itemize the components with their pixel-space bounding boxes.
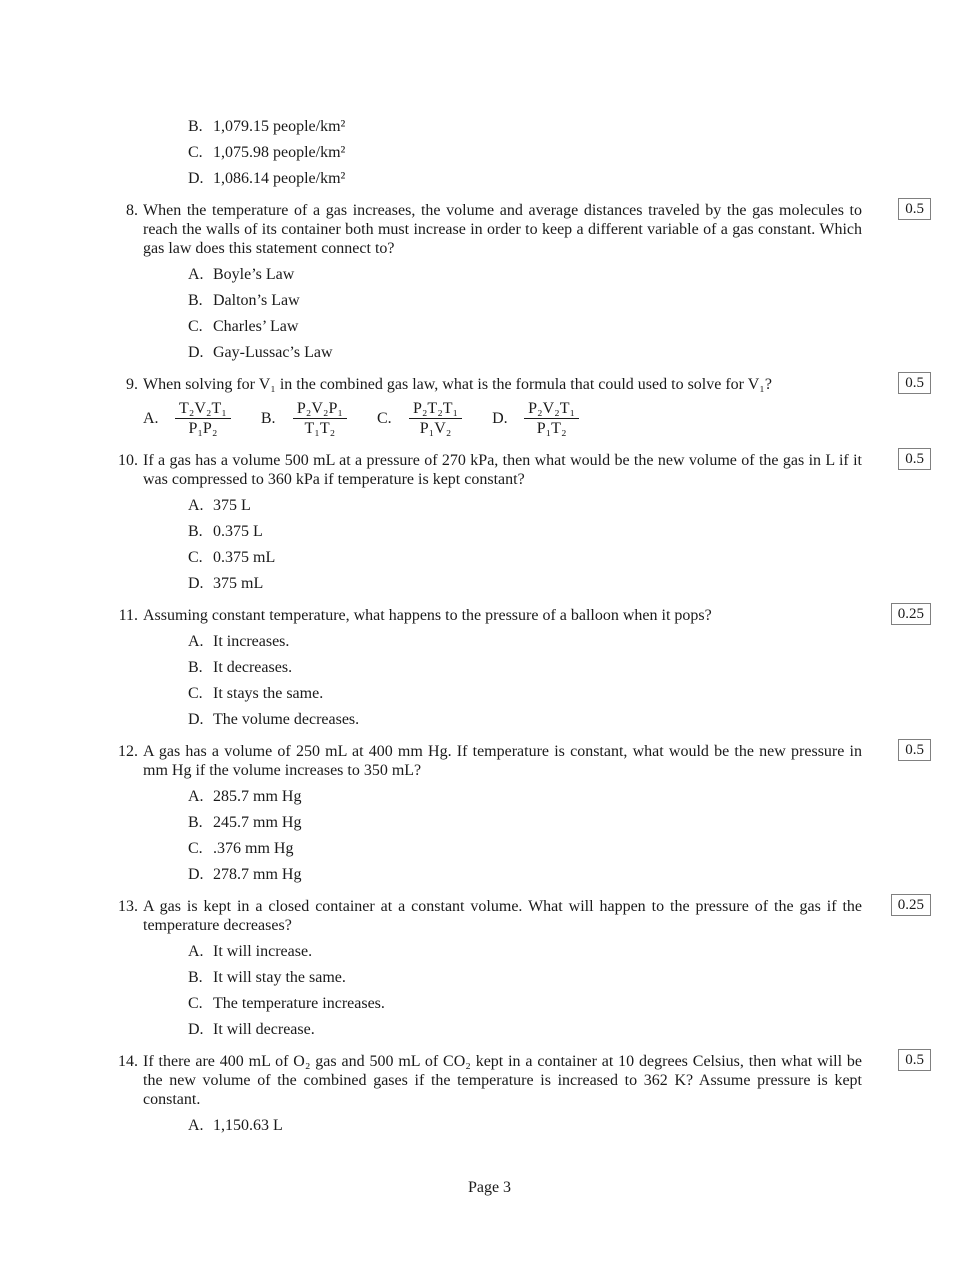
option-label: D. bbox=[188, 711, 204, 728]
fraction-options-row bbox=[143, 400, 862, 438]
option-label: A. bbox=[188, 497, 204, 514]
answer-option bbox=[143, 684, 862, 703]
question-body bbox=[143, 742, 862, 884]
answer-option bbox=[143, 865, 862, 884]
option-text: .376 mm Hg bbox=[213, 840, 294, 857]
answer-option bbox=[143, 317, 862, 336]
question-text: A gas has a volume of 250 mL at 400 mm Hg. If temperature is constant, what would be the new pressure in mm Hg if the volume increases to 350 mL? bbox=[143, 743, 862, 779]
option-label: D. bbox=[188, 344, 204, 361]
fraction-denominator: P₁P₂ bbox=[175, 418, 231, 438]
option-text: 0.375 L bbox=[213, 523, 263, 540]
fraction-numerator: P₂T₂T₁ bbox=[412, 400, 459, 417]
option-text: 1,150.63 L bbox=[213, 1117, 283, 1134]
answer-option bbox=[143, 710, 862, 729]
question-11 bbox=[0, 606, 979, 729]
answer-option bbox=[143, 265, 862, 284]
fraction bbox=[293, 400, 347, 438]
option-text: It will increase. bbox=[213, 943, 313, 960]
question-text: If a gas has a volume 500 mL at a pressure of 270 kPa, then what would be the new volume of the gas in L if it was compressed to 360 kPa if temperature is kept constant? bbox=[143, 452, 862, 488]
answer-option bbox=[143, 548, 862, 567]
answer-option bbox=[143, 522, 862, 541]
option-label: B. bbox=[188, 523, 203, 540]
option-label: A. bbox=[188, 1117, 204, 1134]
question-number: 10. bbox=[118, 452, 138, 469]
answer-option bbox=[143, 400, 231, 438]
question-body bbox=[143, 606, 862, 729]
option-label: A. bbox=[143, 410, 159, 427]
question-body bbox=[143, 897, 862, 1039]
answer-option bbox=[143, 1116, 862, 1135]
answer-option bbox=[143, 994, 862, 1013]
question-text: When solving for V₁ in the combined gas law, what is the formula that could used to solve for V₁? bbox=[143, 376, 772, 393]
option-label: B. bbox=[260, 410, 276, 427]
option-label: B. bbox=[188, 292, 203, 309]
option-text: It decreases. bbox=[213, 659, 293, 676]
option-label: C. bbox=[188, 144, 203, 161]
option-label: D. bbox=[188, 866, 204, 883]
fraction-numerator: T₂V₂T₁ bbox=[179, 400, 227, 417]
question-body bbox=[143, 201, 862, 362]
option-text: 1,075.98 people/km² bbox=[213, 144, 346, 161]
option-text: The volume decreases. bbox=[213, 711, 360, 728]
question-10 bbox=[0, 451, 979, 593]
question-body bbox=[143, 1052, 862, 1135]
option-text: The temperature increases. bbox=[213, 995, 385, 1012]
option-label: C. bbox=[188, 685, 203, 702]
carryover-options bbox=[0, 117, 979, 188]
option-label: B. bbox=[188, 118, 203, 135]
option-label: A. bbox=[188, 633, 204, 650]
marks-box: 0.5 bbox=[898, 739, 931, 761]
answer-option bbox=[143, 632, 862, 651]
option-label: C. bbox=[188, 549, 203, 566]
question-number: 9. bbox=[126, 376, 138, 393]
question-number: 12. bbox=[118, 743, 138, 760]
marks-box: 0.25 bbox=[891, 894, 931, 916]
marks-box: 0.25 bbox=[891, 603, 931, 625]
question-9 bbox=[0, 375, 979, 438]
question-number: 8. bbox=[126, 202, 138, 219]
option-label: B. bbox=[188, 814, 203, 831]
answer-option bbox=[143, 169, 979, 188]
question-text: If there are 400 mL of O₂ gas and 500 mL of CO₂ kept in a container at 10 degrees Celsius, then what will be the new volume of the combined gases if the temperature is increased to 362 K? Assume pressure is kept constant. bbox=[143, 1053, 862, 1108]
option-text: Charles’ Law bbox=[213, 318, 299, 335]
fraction-denominator: P₁V₂ bbox=[409, 418, 462, 438]
option-text: 278.7 mm Hg bbox=[213, 866, 302, 883]
option-label: B. bbox=[188, 969, 203, 986]
answer-option bbox=[143, 496, 862, 515]
question-text: When the temperature of a gas increases, the volume and average distances traveled by the gas molecules to reach the walls of its container both must increase in order to keep a different variable of a gas constant. Which gas law does this statement connect to? bbox=[143, 202, 862, 257]
answer-option bbox=[143, 813, 862, 832]
question-body bbox=[143, 451, 862, 593]
question-14 bbox=[0, 1052, 979, 1135]
answer-option bbox=[143, 143, 979, 162]
option-text: 375 mL bbox=[213, 575, 264, 592]
answer-option bbox=[143, 787, 862, 806]
fraction bbox=[175, 400, 231, 438]
option-text: 1,079.15 people/km² bbox=[213, 118, 346, 135]
answer-option bbox=[143, 117, 979, 136]
answer-option bbox=[143, 968, 862, 987]
option-text: 375 L bbox=[213, 497, 251, 514]
answer-option bbox=[143, 291, 862, 310]
page-content bbox=[0, 117, 979, 1135]
question-body bbox=[143, 375, 862, 438]
option-text: Gay-Lussac’s Law bbox=[213, 344, 333, 361]
option-label: D. bbox=[492, 410, 508, 427]
option-text: It increases. bbox=[213, 633, 290, 650]
fraction-denominator: T₁T₂ bbox=[293, 418, 347, 438]
answer-option bbox=[143, 839, 862, 858]
option-label: D. bbox=[188, 170, 204, 187]
option-label: C. bbox=[188, 840, 203, 857]
fraction-denominator: P₁T₂ bbox=[524, 418, 579, 438]
answer-option bbox=[143, 574, 862, 593]
option-label: A. bbox=[188, 788, 204, 805]
answer-option bbox=[143, 1020, 862, 1039]
option-label: D. bbox=[188, 1021, 204, 1038]
question-number: 14. bbox=[118, 1053, 138, 1070]
fraction-numerator: P₂V₂T₁ bbox=[528, 400, 576, 417]
marks-box: 0.5 bbox=[898, 372, 931, 394]
option-text: It will stay the same. bbox=[213, 969, 346, 986]
answer-option bbox=[143, 942, 862, 961]
answer-option bbox=[143, 658, 862, 677]
option-text: Boyle’s Law bbox=[213, 266, 295, 283]
option-text: 1,086.14 people/km² bbox=[213, 170, 346, 187]
answer-option bbox=[143, 343, 862, 362]
option-label: D. bbox=[188, 575, 204, 592]
answer-option bbox=[492, 400, 579, 438]
question-number: 13. bbox=[118, 898, 138, 915]
page-number: Page 3 bbox=[467, 1179, 512, 1196]
option-label: A. bbox=[188, 943, 204, 960]
answer-option bbox=[261, 400, 347, 438]
answer-option bbox=[377, 400, 462, 438]
option-text: 0.375 mL bbox=[213, 549, 276, 566]
question-12 bbox=[0, 742, 979, 884]
fraction bbox=[524, 400, 579, 438]
question-8 bbox=[0, 201, 979, 362]
question-text: Assuming constant temperature, what happens to the pressure of a balloon when it pops? bbox=[143, 607, 712, 624]
option-label: C. bbox=[188, 318, 203, 335]
option-text: Dalton’s Law bbox=[213, 292, 300, 309]
option-text: It stays the same. bbox=[213, 685, 324, 702]
question-13 bbox=[0, 897, 979, 1039]
option-text: It will decrease. bbox=[213, 1021, 315, 1038]
marks-box: 0.5 bbox=[898, 1049, 931, 1071]
option-label: C. bbox=[188, 995, 203, 1012]
marks-box: 0.5 bbox=[898, 448, 931, 470]
option-label: C. bbox=[376, 410, 392, 427]
option-label: B. bbox=[188, 659, 203, 676]
option-text: 285.7 mm Hg bbox=[213, 788, 302, 805]
option-label: A. bbox=[188, 266, 204, 283]
option-text: 245.7 mm Hg bbox=[213, 814, 302, 831]
fraction bbox=[409, 400, 462, 438]
marks-box: 0.5 bbox=[898, 198, 931, 220]
question-text: A gas is kept in a closed container at a constant volume. What will happen to the pressure of the gas if the temperature decreases? bbox=[143, 898, 862, 934]
fraction-numerator: P₂V₂P₁ bbox=[296, 400, 343, 417]
question-number: 11. bbox=[118, 607, 138, 624]
